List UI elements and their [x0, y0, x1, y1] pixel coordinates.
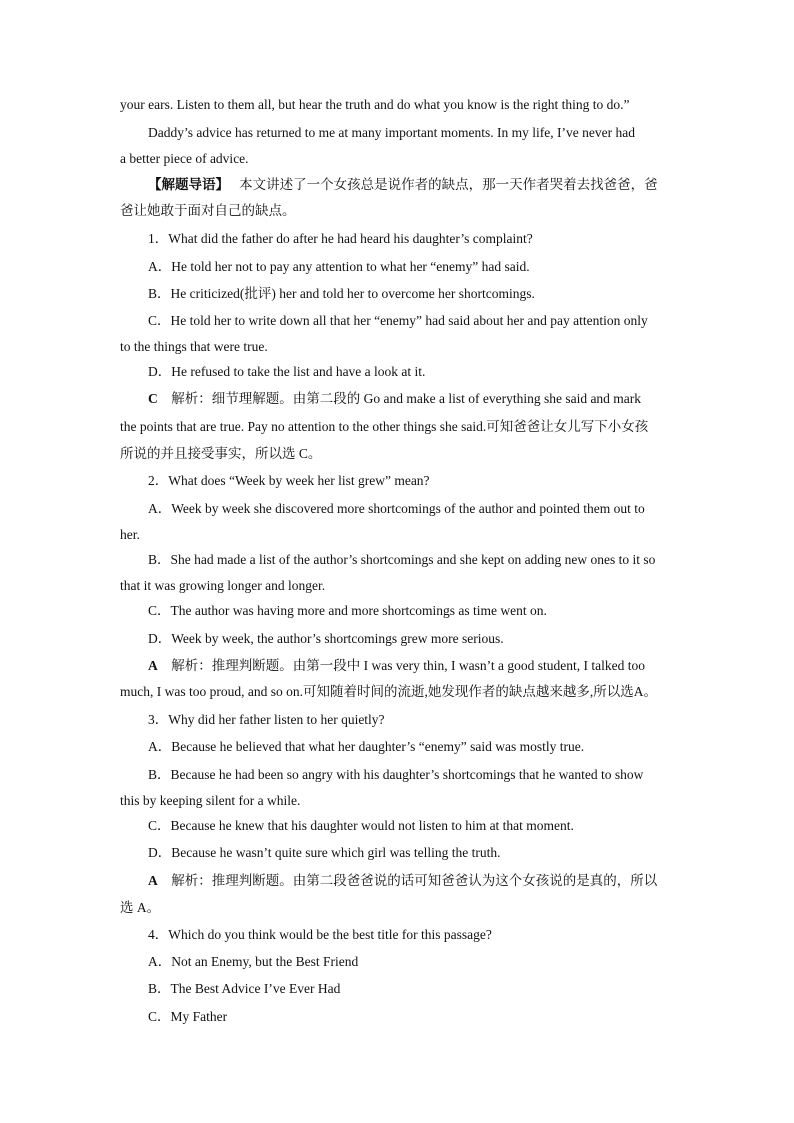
analysis-line [148, 390, 641, 408]
option-line: A．He told her not to pay any attention to what her “enemy” had said. [148, 259, 530, 274]
answer-label: C [148, 391, 158, 406]
answer-label: A [148, 873, 158, 888]
option-line: C．Because he knew that his daughter would not listen to him at that moment. [148, 818, 574, 833]
option-line: C．He told her to write down all that her “enemy” had said about her and pay attention only [148, 313, 648, 328]
option-line: B．The Best Advice I’ve Ever Had [148, 981, 341, 996]
option-line: D．Because he wasn’t quite sure which girl was telling the truth. [148, 845, 501, 860]
analysis-line [148, 657, 645, 675]
option-line: C．The author was having more and more shortcomings as time went on. [148, 603, 547, 618]
option-line: D．He refused to take the list and have a look at it. [148, 364, 426, 379]
option-line: C．My Father [148, 1009, 228, 1024]
passage-line: Daddy’s advice has returned to me at many important moments. In my life, I’ve never had [148, 125, 635, 140]
analysis-line: 选 A。 [120, 900, 161, 915]
guide-line [148, 176, 658, 194]
option-line: that it was growing longer and longer. [120, 578, 326, 593]
option-line: to the things that were true. [120, 339, 268, 354]
option-line: B．He criticized(批评) her and told her to overcome her shortcomings. [148, 286, 535, 301]
question-stem: 3．Why did her father listen to her quietly? [148, 712, 385, 727]
guide-line: 爸让她敢于面对自己的缺点。 [120, 203, 296, 218]
option-line: this by keeping silent for a while. [120, 793, 301, 808]
question-stem: 4．Which do you think would be the best title for this passage? [148, 927, 492, 942]
option-line: B．She had made a list of the author’s shortcomings and she kept on adding new ones to it so [148, 552, 656, 567]
guide-tag: 【解题导语】 [148, 177, 229, 192]
analysis-line [148, 872, 657, 890]
passage-line: your ears. Listen to them all, but hear the truth and do what you know is the right thing to do.” [120, 97, 630, 112]
analysis-text: 解析：推理判断题。由第一段中 I was very thin, I wasn’t a good student, I talked too [171, 658, 645, 673]
analysis-line: 所说的并且接受事实，所以选 C。 [120, 446, 322, 461]
question-stem: 1．What did the father do after he had heard his daughter’s complaint? [148, 231, 533, 246]
option-line: B．Because he had been so angry with his daughter’s shortcomings that he wanted to show [148, 767, 644, 782]
option-line: D．Week by week, the author’s shortcomings grew more serious. [148, 631, 504, 646]
analysis-line: the points that are true. Pay no attention to the other things she said.可知爸爸让女儿写下小女孩 [120, 419, 649, 434]
analysis-text: 解析：细节理解题。由第二段的 Go and make a list of everything she said and mark [171, 391, 642, 406]
question-stem: 2．What does “Week by week her list grew” mean? [148, 473, 430, 488]
option-line: A．Not an Enemy, but the Best Friend [148, 954, 359, 969]
option-line: A．Week by week she discovered more shortcomings of the author and pointed them out to [148, 501, 645, 516]
option-line: A．Because he believed that what her daughter’s “enemy” said was mostly true. [148, 739, 585, 754]
analysis-line: much, I was too proud, and so on.可知随着时间的流逝,她发现作者的缺点越来越多,所以选A。 [120, 684, 657, 699]
guide-text: 本文讲述了一个女孩总是说作者的缺点，那一天作者哭着去找爸爸，爸 [239, 177, 658, 192]
analysis-text: 解析：推理判断题。由第二段爸爸说的话可知爸爸认为这个女孩说的是真的，所以 [171, 873, 658, 888]
option-line: her. [120, 527, 140, 542]
answer-label: A [148, 658, 158, 673]
passage-line: a better piece of advice. [120, 151, 249, 166]
